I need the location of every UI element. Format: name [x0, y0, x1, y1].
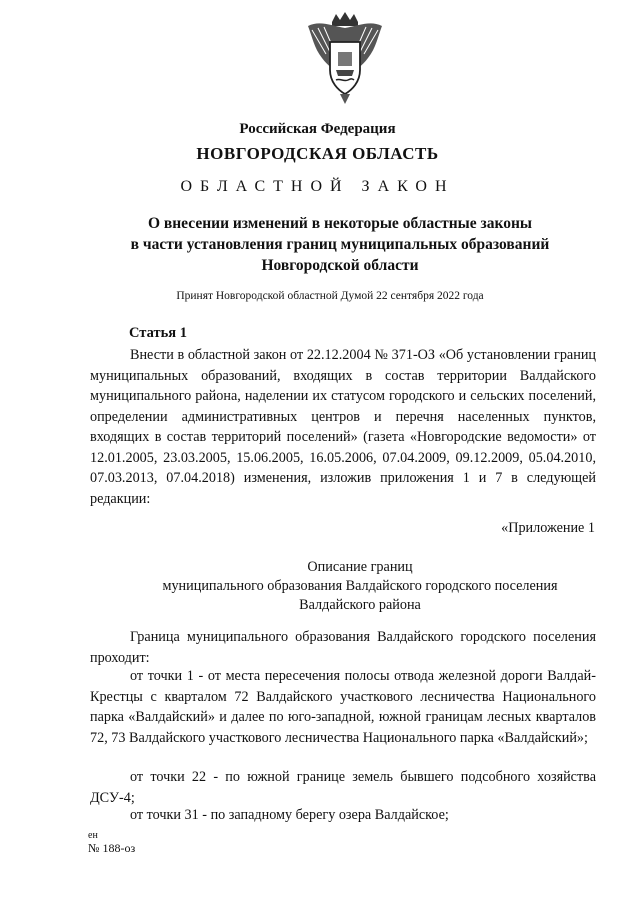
footer-number: № 188-оз — [88, 841, 136, 855]
law-title-line: в части установления границ муниципальных образований — [130, 236, 550, 253]
law-title — [40, 213, 635, 276]
boundary-intro: Граница муниципального образования Валдайского городского поселения проходит: — [90, 629, 596, 666]
law-type: ОБЛАСТНОЙ ЗАКОН — [180, 178, 455, 195]
article-body: Внести в областной закон от 22.12.2004 № 371-ОЗ «Об установлении границ муниципальных образований, входящих в состав территории Валдайского муниципального района, наделении их статусом городского и сельских поселений, определении административных центров и перечня населенных пунктов, входящих в состав территорий поселений» (газета «Новгородские ведомости» от 12.01.2005, 23.03.2005, 15.06.2005, 16.05.2006, 07.04.2009, 09.12.2009, 05.04.2010, 07.03.2013, 07.04.2018) изменения, изложив приложения 1 и 7 в следующей редакции: — [90, 347, 596, 507]
appendix-label: «Приложение 1 — [501, 520, 595, 536]
description-subtitle: Валдайского района — [299, 597, 421, 613]
boundary-point: от точки 31 - по западному берегу озера Валдайское; — [130, 807, 449, 823]
law-title-line: О внесении изменений в некоторые областные законы — [147, 215, 533, 232]
region-name: НОВГОРОДСКАЯ ОБЛАСТЬ — [196, 144, 439, 163]
boundary-point: от точки 1 - от места пересечения полосы отвода железной дороги Валдай-Крестцы с кварталом 72 Валдайского участкового лесничества Национального парка «Валдайский» и далее по юго-западной, южной границам лесных кварталов 72, 73 Валдайского участкового лесничества Национального парка «Валдайский»; — [90, 668, 596, 746]
footer-initials: ен — [88, 830, 98, 841]
boundary-point: от точки 22 - по южной границе земель бывшего подсобного хозяйства ДСУ-4; — [90, 769, 596, 806]
country-name: Российская Федерация — [239, 121, 396, 137]
law-title-line: Новгородской области — [261, 257, 419, 274]
adoption-note: Принят Новгородской областной Думой 22 сентября 2022 года — [176, 290, 484, 302]
description-subtitle: муниципального образования Валдайского городского поселения — [162, 578, 558, 594]
article-heading: Статья 1 — [129, 325, 187, 341]
coat-of-arms-icon — [302, 12, 388, 104]
description-title: Описание границ — [307, 559, 413, 575]
